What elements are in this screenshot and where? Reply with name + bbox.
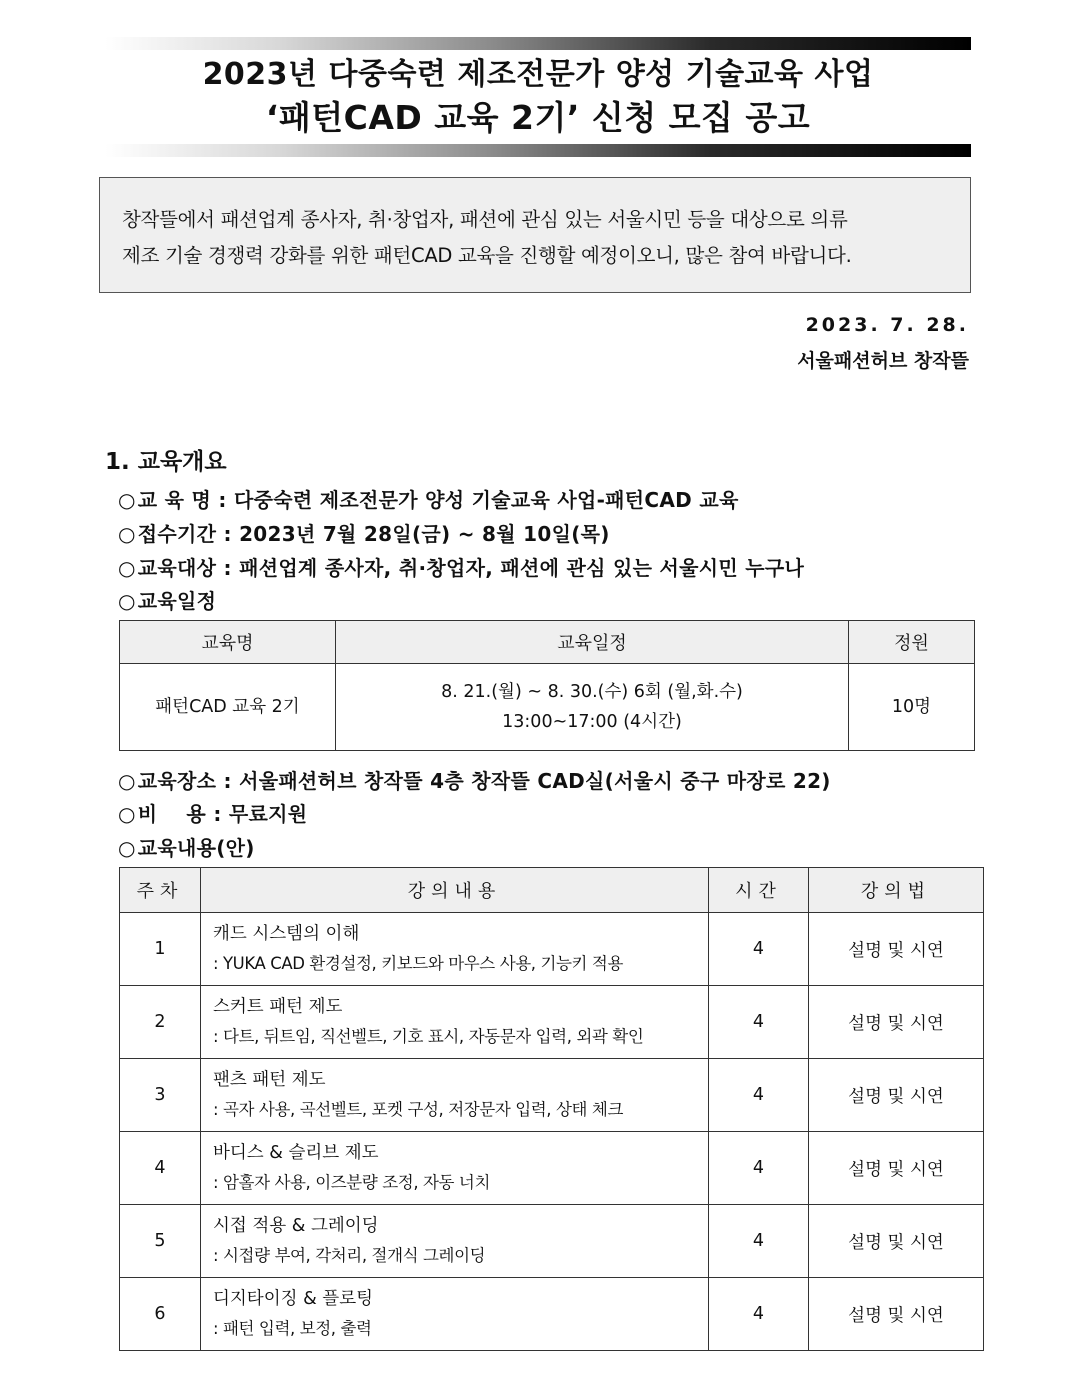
table-header: 강의내용	[201, 868, 709, 913]
week-cell: 3	[120, 1059, 201, 1132]
bullet-label: 교육일정	[137, 589, 217, 613]
organization-name: 서울패션허브 창작뜰	[797, 350, 969, 372]
hours-cell: 4	[709, 1132, 809, 1205]
content-cell	[201, 1132, 709, 1205]
method-cell: 설명 및 시연	[809, 913, 984, 986]
curriculum-table	[119, 867, 984, 1351]
content-title: 디지타이징 & 플로팅	[213, 1289, 374, 1309]
table-header: 교육일정	[336, 621, 849, 664]
content-title: 스커트 패턴 제도	[213, 997, 343, 1017]
table-row	[120, 1205, 984, 1278]
table-header: 주차	[120, 868, 201, 913]
table-header: 교육명	[120, 621, 336, 664]
table-row	[120, 913, 984, 986]
bullet-target	[118, 552, 804, 581]
hours-cell: 4	[709, 1278, 809, 1351]
week-cell: 5	[120, 1205, 201, 1278]
content-detail: : 곡자 사용, 곡선벨트, 포켓 구성, 저장문자 입력, 상태 체크	[213, 1100, 624, 1119]
title-line-1: 2023년 다중숙련 제조전문가 양성 기술교육 사업	[202, 57, 874, 92]
bullet-label: 교육내용(안)	[137, 836, 255, 860]
hours-cell: 4	[709, 913, 809, 986]
week-cell: 6	[120, 1278, 201, 1351]
method-cell: 설명 및 시연	[809, 986, 984, 1059]
content-cell	[201, 1205, 709, 1278]
content-title: 시접 적용 & 그레이딩	[213, 1216, 379, 1236]
bullet-schedule	[118, 585, 216, 614]
announcement-date: 2023. 7. 28.	[805, 314, 969, 336]
intro-line-1: 창작뜰에서 패션업계 종사자, 취·창업자, 패션에 관심 있는 서울시민 등을 대상으로 의류	[122, 208, 848, 231]
method-cell: 설명 및 시연	[809, 1059, 984, 1132]
bullet-course-name	[118, 484, 739, 513]
bullet-value: : 패션업계 종사자, 취·창업자, 패션에 관심 있는 서울시민 누구나	[216, 556, 805, 580]
table-row	[120, 986, 984, 1059]
bullet-circle-icon: ○	[118, 769, 136, 793]
table-row	[120, 1059, 984, 1132]
bullet-cost	[118, 798, 307, 827]
hours-cell: 4	[709, 1059, 809, 1132]
content-title: 팬츠 패턴 제도	[213, 1070, 326, 1090]
title-line-2: ‘패턴CAD 교육 2기’ 신청 모집 공고	[265, 98, 811, 137]
bullet-label: 접수기간	[137, 522, 217, 546]
table-row	[120, 1132, 984, 1205]
bottom-decorative-bar	[105, 144, 971, 157]
content-cell	[201, 1278, 709, 1351]
bullet-label: 교육장소	[137, 769, 217, 793]
top-decorative-bar	[105, 37, 971, 50]
capacity-cell: 10명	[849, 664, 975, 751]
course-name-cell: 패턴CAD 교육 2기	[120, 664, 336, 751]
bullet-value: : 서울패션허브 창작뜰 4층 창작뜰 CAD실(서울시 중구 마장로 22)	[216, 769, 831, 793]
bullet-circle-icon: ○	[118, 488, 136, 512]
hours-cell: 4	[709, 986, 809, 1059]
bullet-circle-icon: ○	[118, 522, 136, 546]
content-title: 캐드 시스템의 이해	[213, 924, 360, 944]
method-cell: 설명 및 시연	[809, 1278, 984, 1351]
content-detail: : 암홀자 사용, 이즈분량 조정, 자동 너치	[213, 1173, 491, 1192]
table-header-row	[120, 621, 975, 664]
bullet-application-period	[118, 518, 610, 547]
table-header: 시간	[709, 868, 809, 913]
content-cell	[201, 986, 709, 1059]
content-detail: : 다트, 뒤트임, 직선벨트, 기호 표시, 자동문자 입력, 외곽 확인	[213, 1027, 644, 1046]
bullet-circle-icon: ○	[118, 836, 136, 860]
content-cell	[201, 913, 709, 986]
table-header: 정원	[849, 621, 975, 664]
content-detail: : YUKA CAD 환경설정, 키보드와 마우스 사용, 기능키 적용	[213, 954, 623, 973]
method-cell: 설명 및 시연	[809, 1205, 984, 1278]
intro-box	[99, 177, 971, 293]
bullet-circle-icon: ○	[118, 802, 136, 826]
table-header-row	[120, 868, 984, 913]
content-detail: : 시접량 부여, 각처리, 절개식 그레이딩	[213, 1246, 486, 1265]
week-cell: 4	[120, 1132, 201, 1205]
bullet-value: : 2023년 7월 28일(금) ~ 8월 10일(목)	[216, 522, 610, 546]
schedule-dates: 8. 21.(월) ~ 8. 30.(수) 6회 (월,화.수)	[441, 682, 743, 702]
bullet-label: 교육대상	[137, 556, 217, 580]
week-cell: 2	[120, 986, 201, 1059]
schedule-hours: 13:00~17:00 (4시간)	[502, 712, 682, 732]
bullet-circle-icon: ○	[118, 589, 136, 613]
content-title: 바디스 & 슬리브 제도	[213, 1143, 379, 1163]
bullet-value: : 무료지원	[206, 802, 308, 826]
bullet-label: 비 용	[137, 802, 207, 826]
table-header: 강의법	[809, 868, 984, 913]
bullet-location	[118, 765, 831, 794]
schedule-cell	[336, 664, 849, 751]
hours-cell: 4	[709, 1205, 809, 1278]
week-cell: 1	[120, 913, 201, 986]
method-cell: 설명 및 시연	[809, 1132, 984, 1205]
content-cell	[201, 1059, 709, 1132]
intro-line-2: 제조 기술 경쟁력 강화를 위한 패턴CAD 교육을 진행할 예정이오니, 많은 참여 바랍니다.	[122, 244, 852, 267]
table-row	[120, 664, 975, 751]
table-row	[120, 1278, 984, 1351]
content-detail: : 패턴 입력, 보정, 출력	[213, 1319, 372, 1338]
bullet-label: 교 육 명	[137, 488, 212, 512]
bullet-value: : 다중숙련 제조전문가 양성 기술교육 사업-패턴CAD 교육	[211, 488, 739, 512]
bullet-curriculum	[118, 832, 255, 861]
bullet-circle-icon: ○	[118, 556, 136, 580]
section-title: 1. 교육개요	[105, 449, 227, 475]
schedule-table	[119, 620, 975, 751]
